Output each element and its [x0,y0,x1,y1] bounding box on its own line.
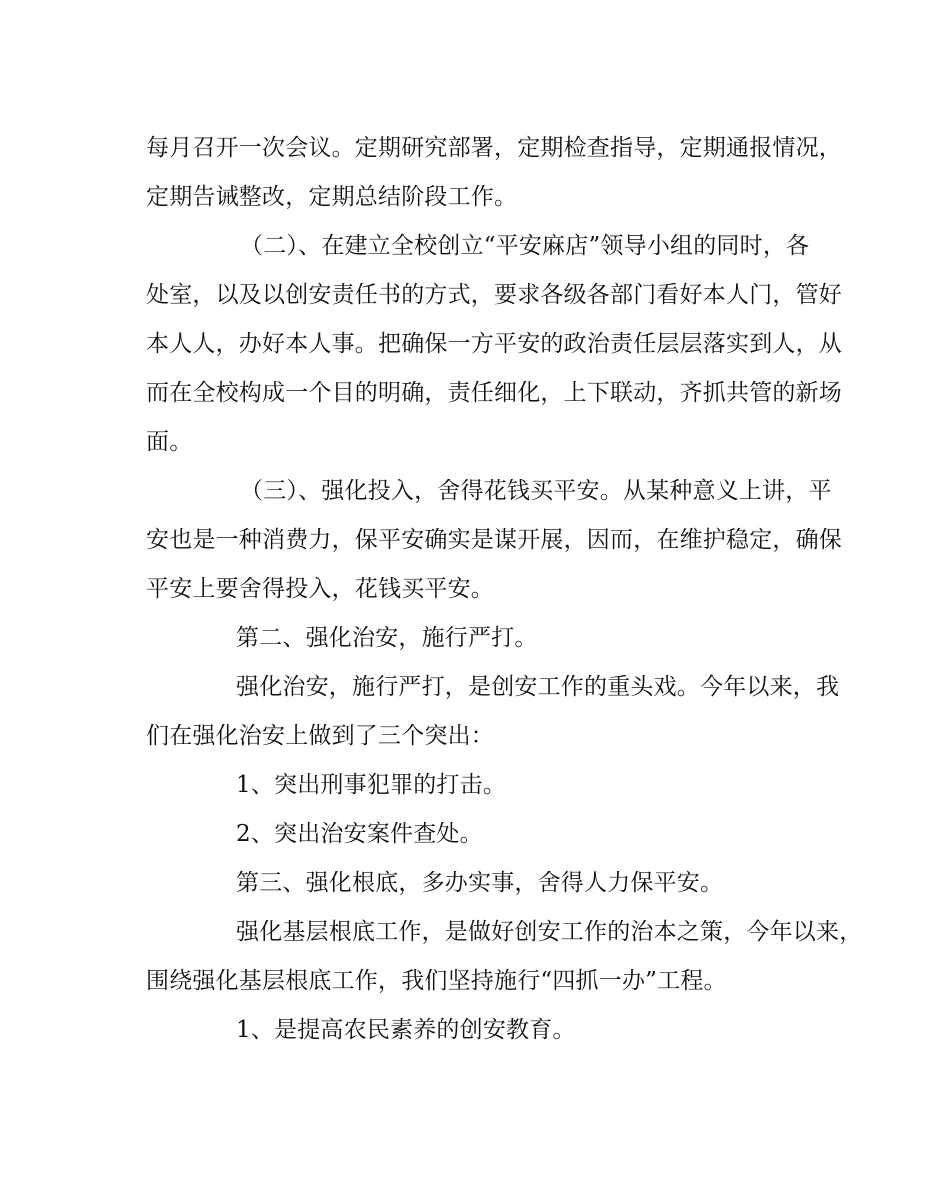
paragraph-line: 定期告诫整改，定期总结阶段工作。 [146,184,518,210]
list-item: 1、突出刑事犯罪的打击。 [236,772,507,798]
paragraph-line: 们在强化治安上做到了三个突出： [146,723,494,749]
paragraph-line: 面。 [146,429,193,455]
paragraph-line: 围绕强化基层根底工作，我们坚持施行“四抓一办”工程。 [146,968,727,994]
paragraph-line: 平安上要舍得投入，花钱买平安。 [146,576,494,602]
paragraph-line: （三）、强化投入，舍得花钱买平安。从某种意义上讲，平 [240,478,832,504]
paragraph-line: 本人人，办好本人事。把确保一方平安的政治责任层层落实到人，从 [146,331,842,357]
paragraph-line: （二）、在建立全校创立“平安麻店”领导小组的同时，各 [240,233,810,259]
list-item: 1、是提高农民素养的创安教育。 [236,1017,576,1043]
paragraph-line: 强化治安，施行严打，是创安工作的重头戏。今年以来，我 [236,674,840,700]
paragraph-line: 处室，以及以创安责任书的方式，要求各级各部门看好本人门，管好 [146,282,842,308]
paragraph-line: 安也是一种消费力，保平安确实是谋开展，因而，在维护稳定，确保 [146,527,842,553]
paragraph-line: 每月召开一次会议。定期研究部署，定期检查指导，定期通报情况， [146,135,842,161]
paragraph-line: 而在全校构成一个目的明确，责任细化，上下联动，齐抓共管的新场 [146,380,842,406]
section-heading: 第三、强化根底，多办实事，舍得人力保平安。 [236,870,724,896]
section-heading: 第二、强化治安，施行严打。 [236,625,538,651]
list-item: 2、突出治安案件查处。 [236,821,483,847]
paragraph-line: 强化基层根底工作，是做好创安工作的治本之策，今年以来， [236,919,863,945]
